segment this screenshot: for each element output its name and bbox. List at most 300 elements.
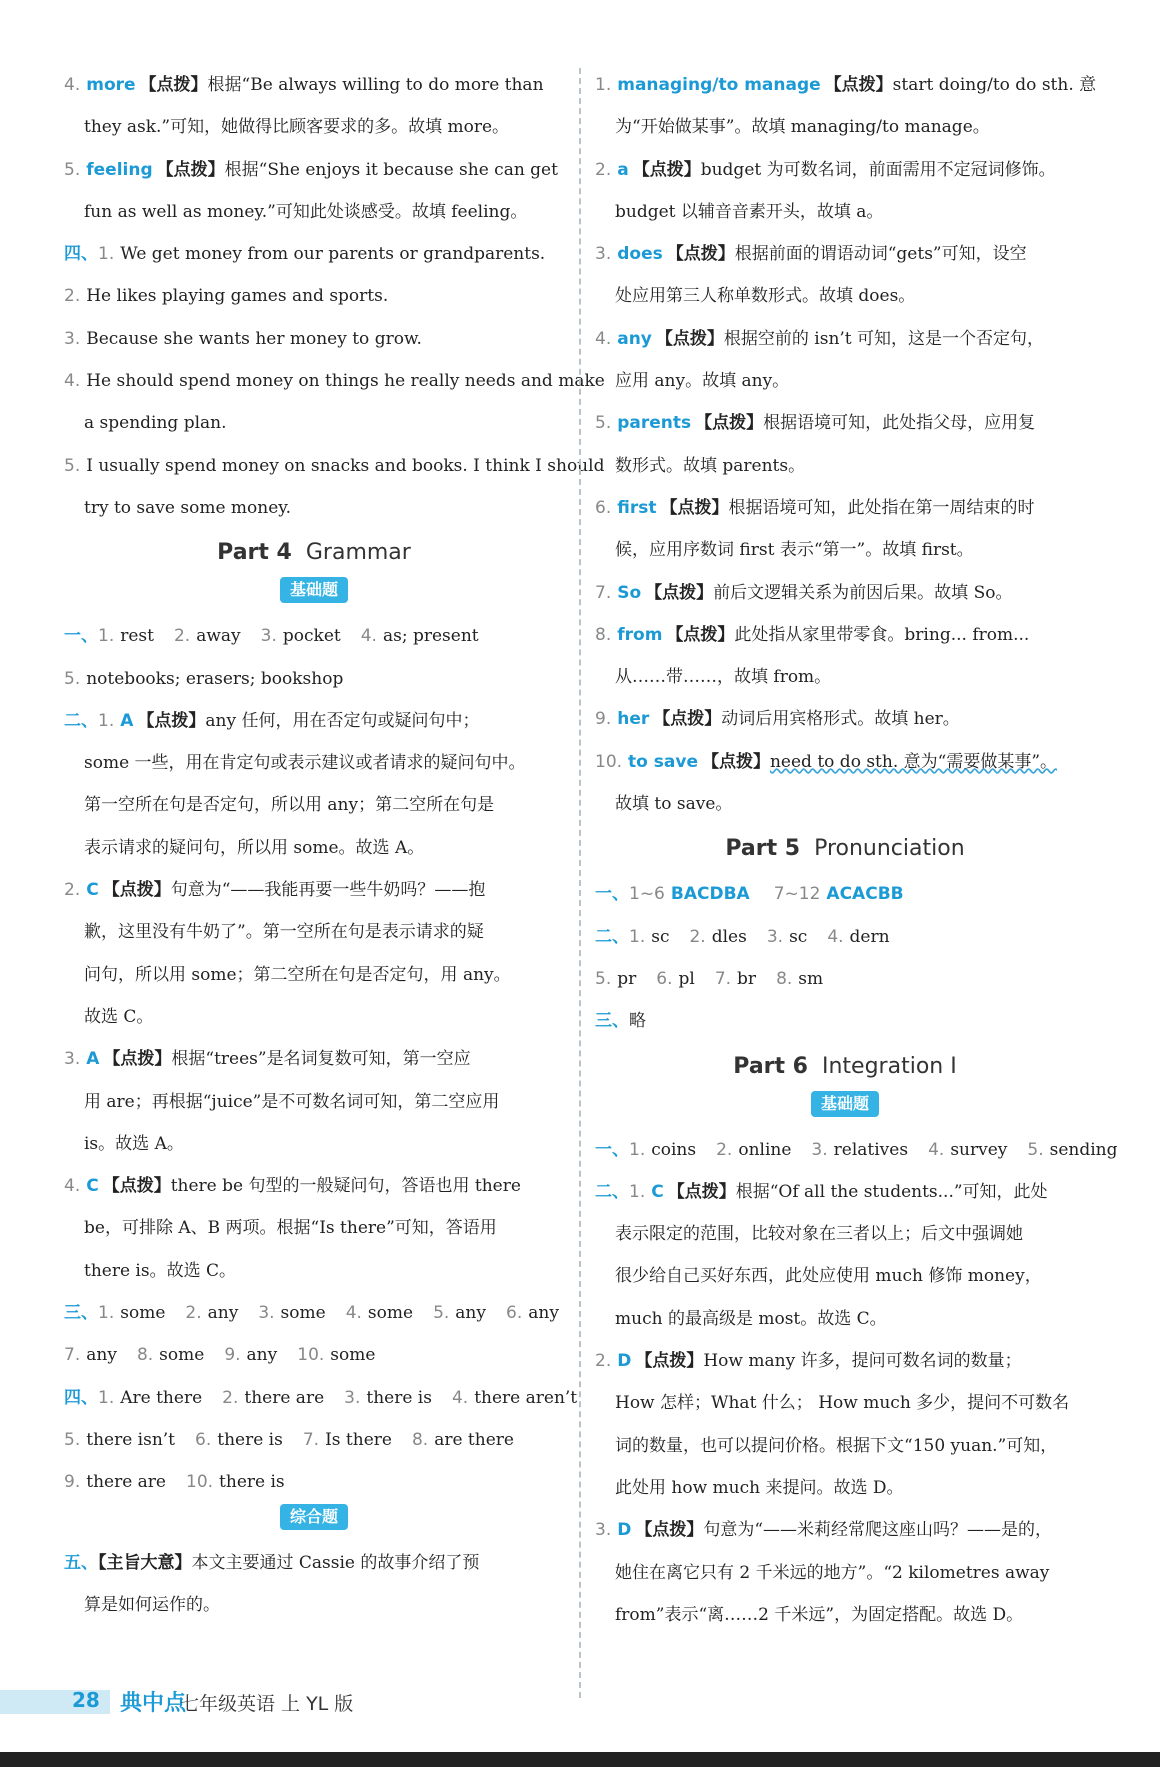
right-column bbox=[595, 64, 1118, 1636]
answer: managing/to manage bbox=[617, 75, 821, 95]
section-badge: 综合题 bbox=[280, 1504, 348, 1530]
line-text: 从……带……，故填 from。 bbox=[615, 667, 832, 688]
item-number: 2. bbox=[595, 159, 612, 180]
line-text: 略 bbox=[629, 1011, 646, 1032]
line-text: He should spend money on things he really needs and make bbox=[86, 371, 605, 392]
answer-item bbox=[297, 1345, 375, 1365]
answer-item bbox=[629, 927, 669, 947]
line-text: 候，应用序数词 first 表示“第一”。故填 first。 bbox=[615, 540, 974, 561]
text-line bbox=[64, 106, 564, 148]
hint-tag: 【点拨】 bbox=[635, 1520, 704, 1541]
answer-item bbox=[928, 1140, 1007, 1160]
item-text: notebooks; erasers; bookshop bbox=[86, 668, 344, 689]
text-line bbox=[64, 318, 564, 360]
text-line bbox=[595, 698, 1095, 740]
line-text: 根据语境可知，此处指父母，应用复 bbox=[763, 413, 1036, 434]
item-number: 4. bbox=[64, 371, 81, 392]
item-number: 9. bbox=[224, 1345, 241, 1366]
section-marker: 五、 bbox=[64, 1552, 98, 1573]
answer-item bbox=[98, 1303, 165, 1323]
line-text: 算是如何运作的。 bbox=[84, 1594, 220, 1615]
text-line bbox=[595, 1129, 1118, 1171]
item-number: 10. bbox=[186, 1472, 214, 1493]
item-number: 3. bbox=[595, 1520, 612, 1541]
text-line bbox=[64, 658, 564, 700]
text-line bbox=[64, 1250, 564, 1292]
item-number: 4. bbox=[595, 328, 612, 349]
item-number: 2. bbox=[64, 286, 81, 307]
item-number: 3. bbox=[260, 626, 277, 647]
text-line bbox=[64, 1165, 564, 1207]
line-text: a spending plan. bbox=[84, 413, 227, 434]
answer: any bbox=[617, 328, 652, 349]
badge-row bbox=[64, 577, 564, 615]
item-number: 8. bbox=[411, 1429, 429, 1450]
line-text: budget 为可数名词，前面需用不定冠词修饰。 bbox=[700, 159, 1056, 180]
text-line bbox=[595, 873, 1095, 915]
line-text: from”表示“离……2 千米远”，为固定搭配。故选 D。 bbox=[615, 1604, 1024, 1625]
page-footer bbox=[0, 1680, 1160, 1720]
line-text: 本文主要通过 Cassie 的故事介绍了预 bbox=[191, 1552, 480, 1573]
line-text: 根据空前的 isn’t 可知，这是一个否定句， bbox=[723, 328, 1045, 349]
line-text: is。故选 A。 bbox=[84, 1133, 184, 1154]
line-text: 动词后用宾格形式。故填 her。 bbox=[721, 709, 960, 730]
item-text: some bbox=[280, 1303, 326, 1324]
text-line bbox=[64, 700, 564, 742]
item-number: 2. bbox=[64, 880, 81, 901]
section-marker: 三、 bbox=[64, 1303, 98, 1324]
line-text: they ask.”可知，她做得比顾客要求的多。故填 more。 bbox=[84, 117, 510, 138]
brand-logo: 典中点 bbox=[120, 1691, 187, 1716]
column-divider bbox=[579, 68, 581, 1698]
answer-item bbox=[361, 626, 479, 646]
text-line bbox=[595, 487, 1095, 529]
line-text: 表示限定的范围，比较对象在三者以上；后文中强调她 bbox=[615, 1224, 1023, 1245]
item-text: pocket bbox=[282, 626, 341, 647]
item-number: 10. bbox=[595, 751, 623, 772]
answer: parents bbox=[617, 413, 692, 434]
line-text: I usually spend money on snacks and books. I think I should bbox=[86, 455, 605, 476]
line-text: 第一空所在句是否定句，所以用 any；第二空所在句是 bbox=[84, 795, 495, 816]
answer-item bbox=[767, 927, 807, 947]
line-text: budget 以辅音音素开头，故填 a。 bbox=[615, 201, 884, 222]
item-text: sending bbox=[1049, 1139, 1118, 1160]
answer-item bbox=[224, 1345, 277, 1365]
text-line bbox=[595, 1467, 1095, 1509]
item-number: 6. bbox=[195, 1429, 212, 1450]
text-line bbox=[595, 656, 1095, 698]
bottom-strip bbox=[0, 1752, 1160, 1767]
item-number: 1. bbox=[629, 1139, 646, 1160]
item-number: 1. bbox=[595, 75, 612, 95]
answer-item bbox=[137, 1345, 204, 1365]
text-line bbox=[64, 784, 564, 826]
text-line bbox=[64, 275, 564, 317]
text-line bbox=[595, 1213, 1095, 1255]
answer-item bbox=[98, 1388, 202, 1408]
answer-item bbox=[433, 1303, 486, 1323]
item-number: 4. bbox=[360, 626, 377, 647]
hint-tag: 【主旨大意】 bbox=[98, 1552, 192, 1573]
text-line bbox=[595, 275, 1095, 317]
answer-item bbox=[344, 1388, 432, 1408]
item-text: as; present bbox=[382, 626, 479, 647]
hint-tag: 【点拨】 bbox=[655, 328, 724, 349]
answer-item bbox=[716, 1140, 791, 1160]
item-text: sc bbox=[651, 926, 670, 947]
item-number: 8. bbox=[595, 624, 612, 645]
part-heading bbox=[595, 1043, 1095, 1091]
answer-item bbox=[629, 1140, 696, 1160]
item-number: 4. bbox=[827, 926, 844, 947]
item-number: 1. bbox=[629, 926, 646, 947]
text-line bbox=[64, 1123, 564, 1165]
answer-item bbox=[452, 1388, 577, 1408]
text-line bbox=[595, 529, 1095, 571]
text-line bbox=[595, 1509, 1095, 1551]
answer-item bbox=[629, 884, 754, 904]
answer: to save bbox=[628, 751, 698, 772]
line-text: 用 are；再根据“juice”是不可数名词可知，第二空应用 bbox=[84, 1091, 500, 1112]
answer: C bbox=[86, 880, 99, 901]
item-text: some bbox=[159, 1345, 205, 1366]
answer-item bbox=[1027, 1140, 1117, 1160]
page-number: 28 bbox=[72, 1688, 100, 1712]
item-text: online bbox=[738, 1139, 792, 1160]
text-line bbox=[64, 869, 564, 911]
text-line bbox=[595, 233, 1095, 275]
text-line bbox=[595, 318, 1095, 360]
line-text: 句意为“——米莉经常爬这座山吗？——是的， bbox=[703, 1520, 1053, 1541]
answer: A bbox=[86, 1049, 100, 1070]
item-number: 5. bbox=[64, 1429, 81, 1450]
item-number: 3. bbox=[811, 1139, 828, 1160]
answer-item bbox=[98, 626, 154, 646]
text-line bbox=[595, 1382, 1095, 1424]
answer: So bbox=[617, 582, 642, 603]
hint-tag: 【点拨】 bbox=[635, 1351, 704, 1372]
text-line bbox=[595, 1552, 1095, 1594]
text-line bbox=[64, 1292, 564, 1334]
text-line bbox=[64, 445, 605, 487]
hint-tag: 【点拨】 bbox=[667, 1181, 736, 1202]
line-text: fun as well as money.”可知此处谈感受。故填 feeling。 bbox=[84, 201, 528, 222]
item-number: 9. bbox=[64, 1472, 81, 1493]
line-text: 句意为“——我能再要一些牛奶吗？——抱 bbox=[170, 880, 486, 901]
text-line bbox=[595, 572, 1095, 614]
text-line bbox=[595, 1425, 1095, 1467]
text-line bbox=[595, 783, 1095, 825]
answer: more bbox=[86, 75, 136, 95]
line-text: 根据“trees”是名词复数可知，第一空应 bbox=[171, 1049, 471, 1070]
item-number: 2. bbox=[595, 1351, 612, 1372]
line-text: 处应用第三人称单数形式。故填 does。 bbox=[615, 286, 916, 307]
item-number: 7. bbox=[595, 582, 612, 603]
hint-tag: 【点拨】 bbox=[137, 710, 206, 731]
text-line bbox=[595, 402, 1095, 444]
text-line bbox=[64, 742, 564, 784]
answer-item bbox=[811, 1140, 908, 1160]
answer-item bbox=[776, 969, 823, 989]
hint-tag: 【点拨】 bbox=[102, 1176, 171, 1197]
item-number: 1. bbox=[98, 244, 115, 265]
answer-item bbox=[346, 1303, 413, 1323]
item-text: pr bbox=[617, 968, 637, 989]
item-number: 4. bbox=[64, 75, 81, 95]
item-number: 9. bbox=[595, 709, 612, 730]
item-number: 5. bbox=[1027, 1139, 1044, 1160]
item-text: some bbox=[367, 1303, 414, 1324]
badge-row bbox=[64, 1504, 564, 1542]
text-line bbox=[595, 614, 1095, 656]
answer: A bbox=[120, 710, 134, 731]
left-column bbox=[64, 64, 605, 1626]
item-number: 3. bbox=[766, 926, 784, 947]
item-number: 3. bbox=[595, 244, 612, 265]
text-line bbox=[64, 954, 564, 996]
item-text: relatives bbox=[833, 1139, 909, 1160]
text-line bbox=[595, 445, 1095, 487]
item-number: 7. bbox=[64, 1345, 81, 1366]
answer-item bbox=[656, 969, 695, 989]
item-text: any bbox=[246, 1345, 278, 1366]
answer-item bbox=[195, 1430, 283, 1450]
hint-tag: 【点拨】 bbox=[701, 751, 770, 772]
item-number: 5. bbox=[64, 159, 81, 180]
item-answers: BACDBA bbox=[670, 884, 750, 905]
hint-tag: 【点拨】 bbox=[660, 497, 729, 518]
line-text: Because she wants her money to grow. bbox=[86, 328, 422, 349]
item-number: 1. bbox=[98, 1387, 115, 1408]
answer-item bbox=[595, 969, 636, 989]
answer-item bbox=[64, 669, 343, 689]
item-number: 3. bbox=[64, 1049, 81, 1070]
item-number: 4. bbox=[451, 1387, 469, 1408]
item-number: 6. bbox=[506, 1303, 523, 1324]
text-line bbox=[64, 64, 564, 106]
answer-item bbox=[174, 626, 241, 646]
line-text: 故填 to save。 bbox=[615, 794, 733, 815]
answer: feeling bbox=[86, 159, 153, 180]
answer-item bbox=[715, 969, 756, 989]
item-number: 6. bbox=[656, 968, 673, 989]
item-number: 8. bbox=[776, 968, 793, 989]
section-marker: 二、 bbox=[595, 1181, 629, 1202]
text-line bbox=[595, 741, 1095, 783]
line-text: 此处指从家里带零食。bring... from... bbox=[734, 624, 1030, 645]
line-text: any 任何，用在否定句或疑问句中； bbox=[205, 710, 480, 731]
text-line bbox=[64, 911, 564, 953]
section-marker: 一、 bbox=[595, 884, 629, 905]
part-title: Grammar bbox=[305, 540, 411, 566]
text-line bbox=[595, 191, 1095, 233]
line-text: 歉，这里没有牛奶了”。第一空所在句是表示请求的疑 bbox=[84, 922, 484, 943]
item-number: 3. bbox=[64, 328, 81, 349]
text-line bbox=[595, 1340, 1095, 1382]
line-text: How 怎样；What 什么； How much 多少，提问不可数名 bbox=[615, 1393, 1070, 1414]
answer: C bbox=[651, 1181, 664, 1202]
answer-item bbox=[222, 1388, 324, 1408]
section-badge: 基础题 bbox=[811, 1091, 879, 1117]
answer-item bbox=[64, 1430, 175, 1450]
hint-tag: 【点拨】 bbox=[653, 709, 722, 730]
text-line bbox=[64, 360, 605, 402]
part-number: Part 6 bbox=[733, 1053, 808, 1079]
line-text: 问句，所以用 some；第二空所在句是否定句，用 any。 bbox=[84, 964, 511, 985]
line-text: there be 句型的一般疑问句，答语也用 there bbox=[170, 1176, 521, 1197]
text-line bbox=[64, 191, 564, 233]
text-line bbox=[595, 360, 1095, 402]
text-line bbox=[595, 149, 1095, 191]
answer-item bbox=[258, 1303, 325, 1323]
text-line bbox=[595, 958, 1095, 1000]
item-number: 7. bbox=[302, 1429, 320, 1450]
section-marker: 一、 bbox=[595, 1139, 629, 1160]
item-number: 5. bbox=[64, 668, 81, 689]
item-number: 2. bbox=[185, 1303, 202, 1324]
answer: from bbox=[617, 624, 663, 645]
line-text: there is。故选 C。 bbox=[84, 1260, 237, 1281]
line-text: 根据语境可知，此处指在第一周结束的时 bbox=[728, 497, 1035, 518]
text-line bbox=[595, 106, 1095, 148]
section-marker: 四、 bbox=[64, 244, 98, 265]
item-number: 2. bbox=[689, 926, 706, 947]
line-text: 她住在离它只有 2 千米远的地方”。“2 kilometres away bbox=[615, 1562, 1050, 1583]
answer: a bbox=[617, 159, 629, 180]
item-number: 5. bbox=[64, 455, 81, 476]
item-number: 1. bbox=[98, 626, 115, 647]
item-number: 2. bbox=[716, 1139, 733, 1160]
item-text: any bbox=[455, 1303, 486, 1324]
hint-tag: 【点拨】 bbox=[666, 624, 735, 645]
text-line bbox=[64, 996, 564, 1038]
item-text: there are bbox=[86, 1472, 166, 1493]
answer-item bbox=[689, 927, 746, 947]
item-number: 3. bbox=[344, 1387, 361, 1408]
item-text: sc bbox=[789, 926, 808, 947]
item-number: 5. bbox=[433, 1303, 450, 1324]
line-text: 前后文逻辑关系为前因后果。故填 So。 bbox=[713, 582, 1013, 603]
answer: does bbox=[617, 244, 663, 265]
text-line bbox=[595, 1255, 1095, 1297]
answer-item bbox=[506, 1303, 559, 1323]
item-number: 2. bbox=[173, 626, 191, 647]
hint-tag: 【点拨】 bbox=[139, 75, 208, 95]
item-text: there is bbox=[366, 1387, 432, 1408]
item-number: 10. bbox=[297, 1345, 325, 1366]
answer-item bbox=[185, 1303, 238, 1323]
section-marker: 一、 bbox=[64, 626, 98, 647]
item-text: there isn’t bbox=[86, 1429, 176, 1450]
line-text: much 的最高级是 most。故选 C。 bbox=[615, 1308, 887, 1329]
line-text: be，可排除 A、B 两项。根据“Is there”可知，答语用 bbox=[84, 1218, 497, 1239]
item-number: 2. bbox=[222, 1387, 239, 1408]
line-text: 数形式。故填 parents。 bbox=[615, 455, 806, 476]
answer-item bbox=[64, 1345, 117, 1365]
item-number: 4. bbox=[928, 1139, 945, 1160]
text-line bbox=[64, 1419, 564, 1461]
hint-tag: 【点拨】 bbox=[824, 75, 893, 95]
part-title: Pronunciation bbox=[814, 836, 965, 862]
item-number: 8. bbox=[136, 1345, 154, 1366]
item-text: any bbox=[528, 1303, 559, 1324]
item-number: 1. bbox=[98, 710, 115, 731]
item-text: there is bbox=[217, 1429, 283, 1450]
item-text: dern bbox=[849, 926, 890, 947]
item-text: some bbox=[120, 1303, 166, 1324]
line-text: 此处用 how much 来提问。故选 D。 bbox=[615, 1477, 904, 1498]
line-text: 根据“Of all the students...”可知，此处 bbox=[735, 1181, 1048, 1202]
text-line bbox=[595, 1000, 1095, 1042]
hint-tag: 【点拨】 bbox=[103, 1049, 172, 1070]
line-text: He likes playing games and sports. bbox=[86, 286, 389, 307]
hint-tag: 【点拨】 bbox=[666, 244, 735, 265]
item-number: 5. bbox=[595, 968, 612, 989]
item-range: 7~12 bbox=[773, 884, 821, 905]
answer: her bbox=[617, 709, 650, 730]
line-text: need to do sth. 意为“需要做某事”。 bbox=[769, 751, 1058, 772]
hint-tag: 【点拨】 bbox=[645, 582, 714, 603]
text-line bbox=[64, 615, 564, 657]
item-number: 4. bbox=[345, 1303, 362, 1324]
text-line bbox=[595, 1594, 1095, 1636]
line-text: 词的数量，也可以提问价格。根据下文“150 yuan.”可知， bbox=[615, 1435, 1058, 1456]
answer-item bbox=[412, 1430, 514, 1450]
item-text: coins bbox=[651, 1139, 697, 1160]
text-line bbox=[64, 1542, 564, 1584]
line-text: 根据“She enjoys it because she can get bbox=[224, 159, 558, 180]
answer: first bbox=[617, 497, 657, 518]
item-number: 1. bbox=[98, 1303, 115, 1324]
text-line bbox=[64, 1461, 564, 1503]
item-text: any bbox=[86, 1345, 117, 1366]
hint-tag: 【点拨】 bbox=[102, 880, 171, 901]
item-range: 1~6 bbox=[629, 884, 665, 905]
item-number: 3. bbox=[258, 1303, 275, 1324]
text-line bbox=[595, 916, 1095, 958]
section-marker: 三、 bbox=[595, 1011, 629, 1032]
item-text: Is there bbox=[325, 1429, 392, 1450]
text-line bbox=[64, 1584, 564, 1626]
text-line bbox=[64, 487, 564, 529]
item-text: Are there bbox=[120, 1387, 203, 1408]
line-text: 应用 any。故填 any。 bbox=[615, 371, 790, 392]
item-text: rest bbox=[120, 626, 154, 647]
line-text: some 一些，用在肯定句或表示建议或者请求的疑问句中。 bbox=[84, 753, 526, 774]
item-text: there is bbox=[219, 1472, 285, 1493]
item-text: away bbox=[196, 626, 241, 647]
answer-item bbox=[186, 1472, 285, 1492]
text-line bbox=[64, 1207, 564, 1249]
item-number: 5. bbox=[595, 413, 612, 434]
section-marker: 二、 bbox=[595, 926, 629, 947]
item-text: br bbox=[737, 968, 757, 989]
line-text: 很少给自己买好东西，此处应使用 much 修饰 money， bbox=[615, 1266, 1042, 1287]
text-line bbox=[595, 64, 1095, 106]
line-text: 故选 C。 bbox=[84, 1006, 154, 1027]
text-line bbox=[64, 1377, 578, 1419]
item-number: 1. bbox=[629, 1181, 646, 1202]
line-text: 表示请求的疑问句，所以用 some。故选 A。 bbox=[84, 837, 425, 858]
item-answers: ACACBB bbox=[826, 884, 904, 905]
text-line bbox=[64, 233, 564, 275]
hint-tag: 【点拨】 bbox=[156, 159, 225, 180]
text-line bbox=[64, 149, 564, 191]
item-text: some bbox=[330, 1345, 376, 1366]
text-line bbox=[595, 1298, 1095, 1340]
text-line bbox=[64, 827, 564, 869]
item-number: 4. bbox=[64, 1176, 81, 1197]
